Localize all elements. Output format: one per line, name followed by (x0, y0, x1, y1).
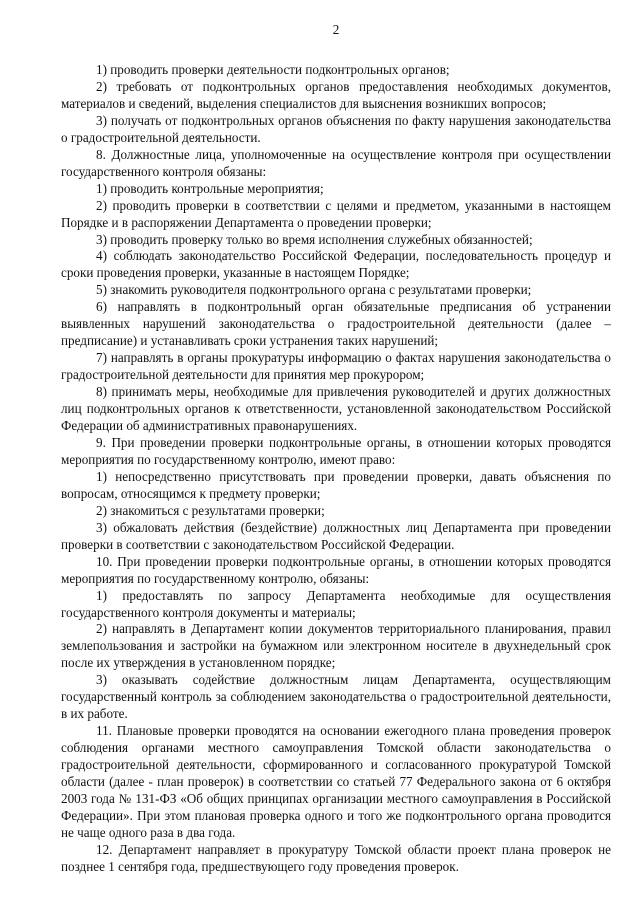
paragraph: 9. При проведении проверки подконтрольные органы, в отношении которых проводятся мероприятия по государственному контролю, имеют право: (61, 434, 611, 467)
paragraph: 1) проводить контрольные мероприятия; (96, 180, 324, 196)
paragraph: 7) направлять в органы прокуратуры информацию о фактах нарушения законодательства о градостроительной деятельности для принятия мер прокурором; (61, 350, 611, 383)
paragraph: 3) проводить проверку только во время исполнения служебных обязанностей; (96, 231, 533, 247)
paragraph: 12. Департамент направляет в прокуратуру Томской области проект плана проверок не позднее 1 сентября года, предшествующего году проведения проверок. (61, 841, 611, 874)
paragraph: 2) требовать от подконтрольных органов предоставления необходимых документов, материалов и сведений, выделения специалистов для выяснения возникших вопросов; (61, 78, 611, 111)
paragraph: 2) проводить проверки в соответствии с целями и предметом, указанными в настоящем Порядке и в распоряжении Департамента о проведении проверки; (61, 197, 611, 230)
paragraph: 3) получать от подконтрольных органов объяснения по факту нарушения законодательства о градостроительной деятельности. (61, 112, 611, 145)
document-page (61, 22, 611, 876)
paragraph: 2) знакомиться с результатами проверки; (96, 502, 325, 518)
paragraph: 1) предоставлять по запросу Департамента необходимые для осуществления государственного контроля документы и материалы; (61, 587, 611, 620)
page-number: 2 (332, 22, 340, 37)
paragraph: 4) соблюдать законодательство Российской Федерации, последовательность процедур и сроки проведения проверки, указанные в настоящем Порядке; (61, 248, 611, 281)
paragraph: 5) знакомить руководителя подконтрольного органа с результатами проверки; (96, 282, 532, 298)
paragraph: 2) направлять в Департамент копии документов территориального планирования, правил землепользования и застройки на бумажном или электронном носителе в двухнедельный срок после их утверждения в установленном порядке; (61, 621, 611, 671)
paragraph: 1) проводить проверки деятельности подконтрольных органов; (96, 62, 450, 77)
paragraph: 11. Плановые проверки проводятся на основании ежегодного плана проведения проверок соблюдения органами местного самоуправления Томской области законодательства о градостроительной деятельности, сформированного и согласованного прокуратурой Томской области (далее - план проверок) в соответствии со статьей 77 Федерального закона от 6 октября 2003 года № 131-ФЗ «Об общих принципах организации местного самоуправления в Российской Федерации». При этом плановая проверка одного и того же подконтрольного органа проводится не чаще одного раза в два года. (61, 723, 611, 840)
paragraph: 8) принимать меры, необходимые для привлечения руководителей и других должностных лиц подконтрольных органов к ответственности, установленной законодательством Российской Федерации об административных правонарушениях. (61, 384, 611, 434)
paragraph: 3) обжаловать действия (бездействие) должностных лиц Департамента при проведении проверки в соответствии с законодательством Российской Федерации. (61, 519, 611, 552)
paragraph: 8. Должностные лица, уполномоченные на осуществление контроля при осуществлении государственного контроля обязаны: (61, 146, 611, 179)
paragraph: 10. При проведении проверки подконтрольные органы, в отношении которых проводятся мероприятия по государственному контролю, обязаны: (61, 553, 611, 586)
paragraph: 1) непосредственно присутствовать при проведении проверки, давать объяснения по вопросам, относящимся к предмету проверки; (61, 468, 611, 501)
paragraph: 6) направлять в подконтрольный орган обязательные предписания об устранении выявленных нарушений законодательства о градостроительной деятельности (далее – предписание) и устанавливать сроки устранения таких нарушений; (61, 299, 611, 349)
paragraph: 3) оказывать содействие должностным лицам Департамента, осуществляющим государственный контроль за соблюдением законодательства о градостроительной деятельности, в их работе. (61, 672, 611, 722)
